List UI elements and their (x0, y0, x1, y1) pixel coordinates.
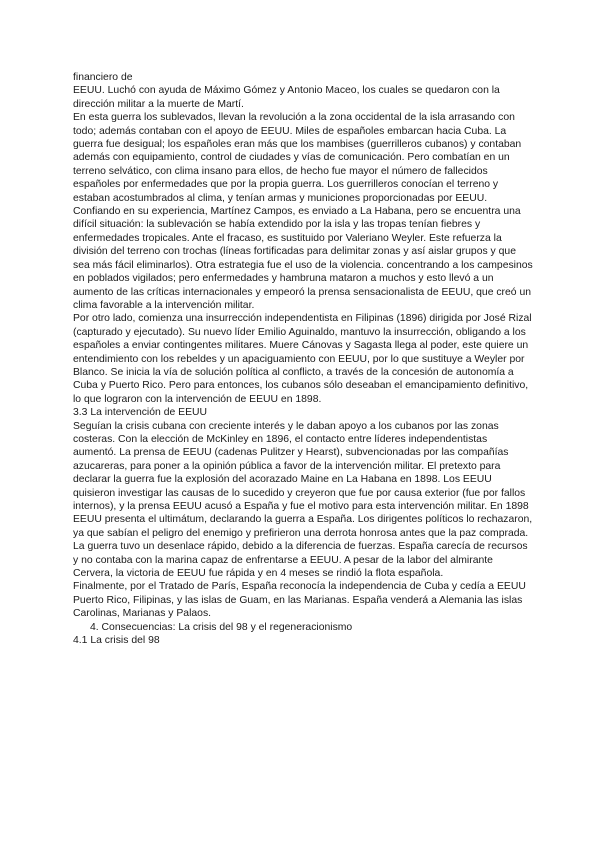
paragraph-martinez-campos-weyler: Confiando en su experiencia, Martínez Campos, es enviado a La Habana, pero se encuentra una difícil situación: la sublevación se había extendido por la isla y las tropas tenían fiebres y enfermedades tropicales. Ante el fracaso, es sustituido por Valeriano Weyler. Este refuerza la división del terreno con trochas (líneas fortificadas para delimitar zonas y así aislar grupos y que sea más fácil eliminarlos). Otra estrategia fue el uso de la violencia. concentrando a los campesinos en poblados vigilados; pero enfermedades y hambruna mataron a muchos y esto llevó a un aumento de las críticas internacionales y empeoró la prensa sensacionalista de EEUU, que creó un clima favorable a la intervención militar. (73, 206, 533, 311)
paragraph-war-outcome: La guerra tuvo un desenlace rápido, debido a la diferencia de fuerzas. España carecía de recursos y no contaba con la marina capaz de enfrentarse a EEUU. A pesar de la labor del almirante Cervera, la victoria de EEUU fue rápida y en 4 meses se rindió la flota española. (73, 541, 528, 580)
section-heading-4: 4. Consecuencias: La crisis del 98 y el regeneracionismo (90, 621, 353, 633)
section-heading-3-3: 3.3 La intervención de EEUU (73, 407, 208, 419)
paragraph-war-sublevados: En esta guerra los sublevados, llevan la revolución a la zona occidental de la isla arrasando con todo; además contaban con el apoyo de EEUU. Miles de españoles embarcan hacia Cuba. La guerra fue desigual; los españoles eran más que los mambises (guerrilleros cubanos) y contaban además con equipamiento, control de ciudades y vías de comunicación. Pero combatían en un terreno selvático, con clima insano para ellos, de hecho fue mayor el número de fallecidos españoles por enfermedades que por la propia guerra. Los guerrilleros conocían el terreno y estaban acostumbrados al clima, y tenían armas y municiones proporcionadas por EEUU. (73, 112, 522, 204)
section-heading-4-1: 4.1 La crisis del 98 (73, 635, 160, 647)
paragraph-maximo-gomez-maceo: EEUU. Luchó con ayuda de Máximo Gómez y Antonio Maceo, los cuales se quedaron con la dirección militar a la muerte de Martí. (73, 85, 500, 110)
paragraph-tratado-paris: Finalmente, por el Tratado de París, España reconocía la independencia de Cuba y cedía a EEUU Puerto Rico, Filipinas, y las islas de Guam, en las Marianas. España venderá a Alemania las islas Carolinas, Marianas y Palaos. (73, 581, 526, 620)
paragraph-continuation-fragment: financiero de (73, 72, 133, 83)
paragraph-eeuu-intervention: Seguían la crisis cubana con creciente interés y le daban apoyo a los cubanos por las zonas costeras. Con la elección de McKinley en 1896, el contacto entre líderes independentistas aumentó. La prensa de EEUU (cadenas Pulitzer y Hearst), subvencionadas por las compañías azucareras, para poner a la opinión pública a favor de la intervención militar. El pretexto para declarar la guerra fue la explosión del acorazado Maine en La Habana en 1898. Los EEUU quisieron investigar las causas de lo sucedido y creyeron que fue por causa exterior (fue por fallos internos), y la prensa EEUU acusó a España y fue el motivo para esta intervención militar. En 1898 EEUU presenta el ultimátum, declarando la guerra a España. Los dirigentes políticos lo rechazaron, ya que sabían el peligro del enemigo y prefirieron una derrota honrosa antes que la paz comprada. (73, 420, 533, 539)
paragraph-filipinas-insurrection: Por otro lado, comienza una insurrección independentista en Filipinas (1896) dirigida por José Rizal (capturado y ejecutado). Su nuevo líder Emilio Aguinaldo, mantuvo la insurrección, obligando a los españoles a enviar contingentes militares. Muere Cánovas y Sagasta llega al poder, este quiere un entendimiento con los rebeldes y un apaciguamiento con EEUU, por lo que sustituye a Weyler por Blanco. Se inicia la vía de solución política al conflicto, a través de la concesión de autonomía a Cuba y Puerto Rico. Pero para entonces, los cubanos sólo deseaban el emancipamiento definitivo, lo que lograron con la intervención de EEUU en 1898. (73, 313, 532, 405)
document-body (73, 71, 533, 647)
